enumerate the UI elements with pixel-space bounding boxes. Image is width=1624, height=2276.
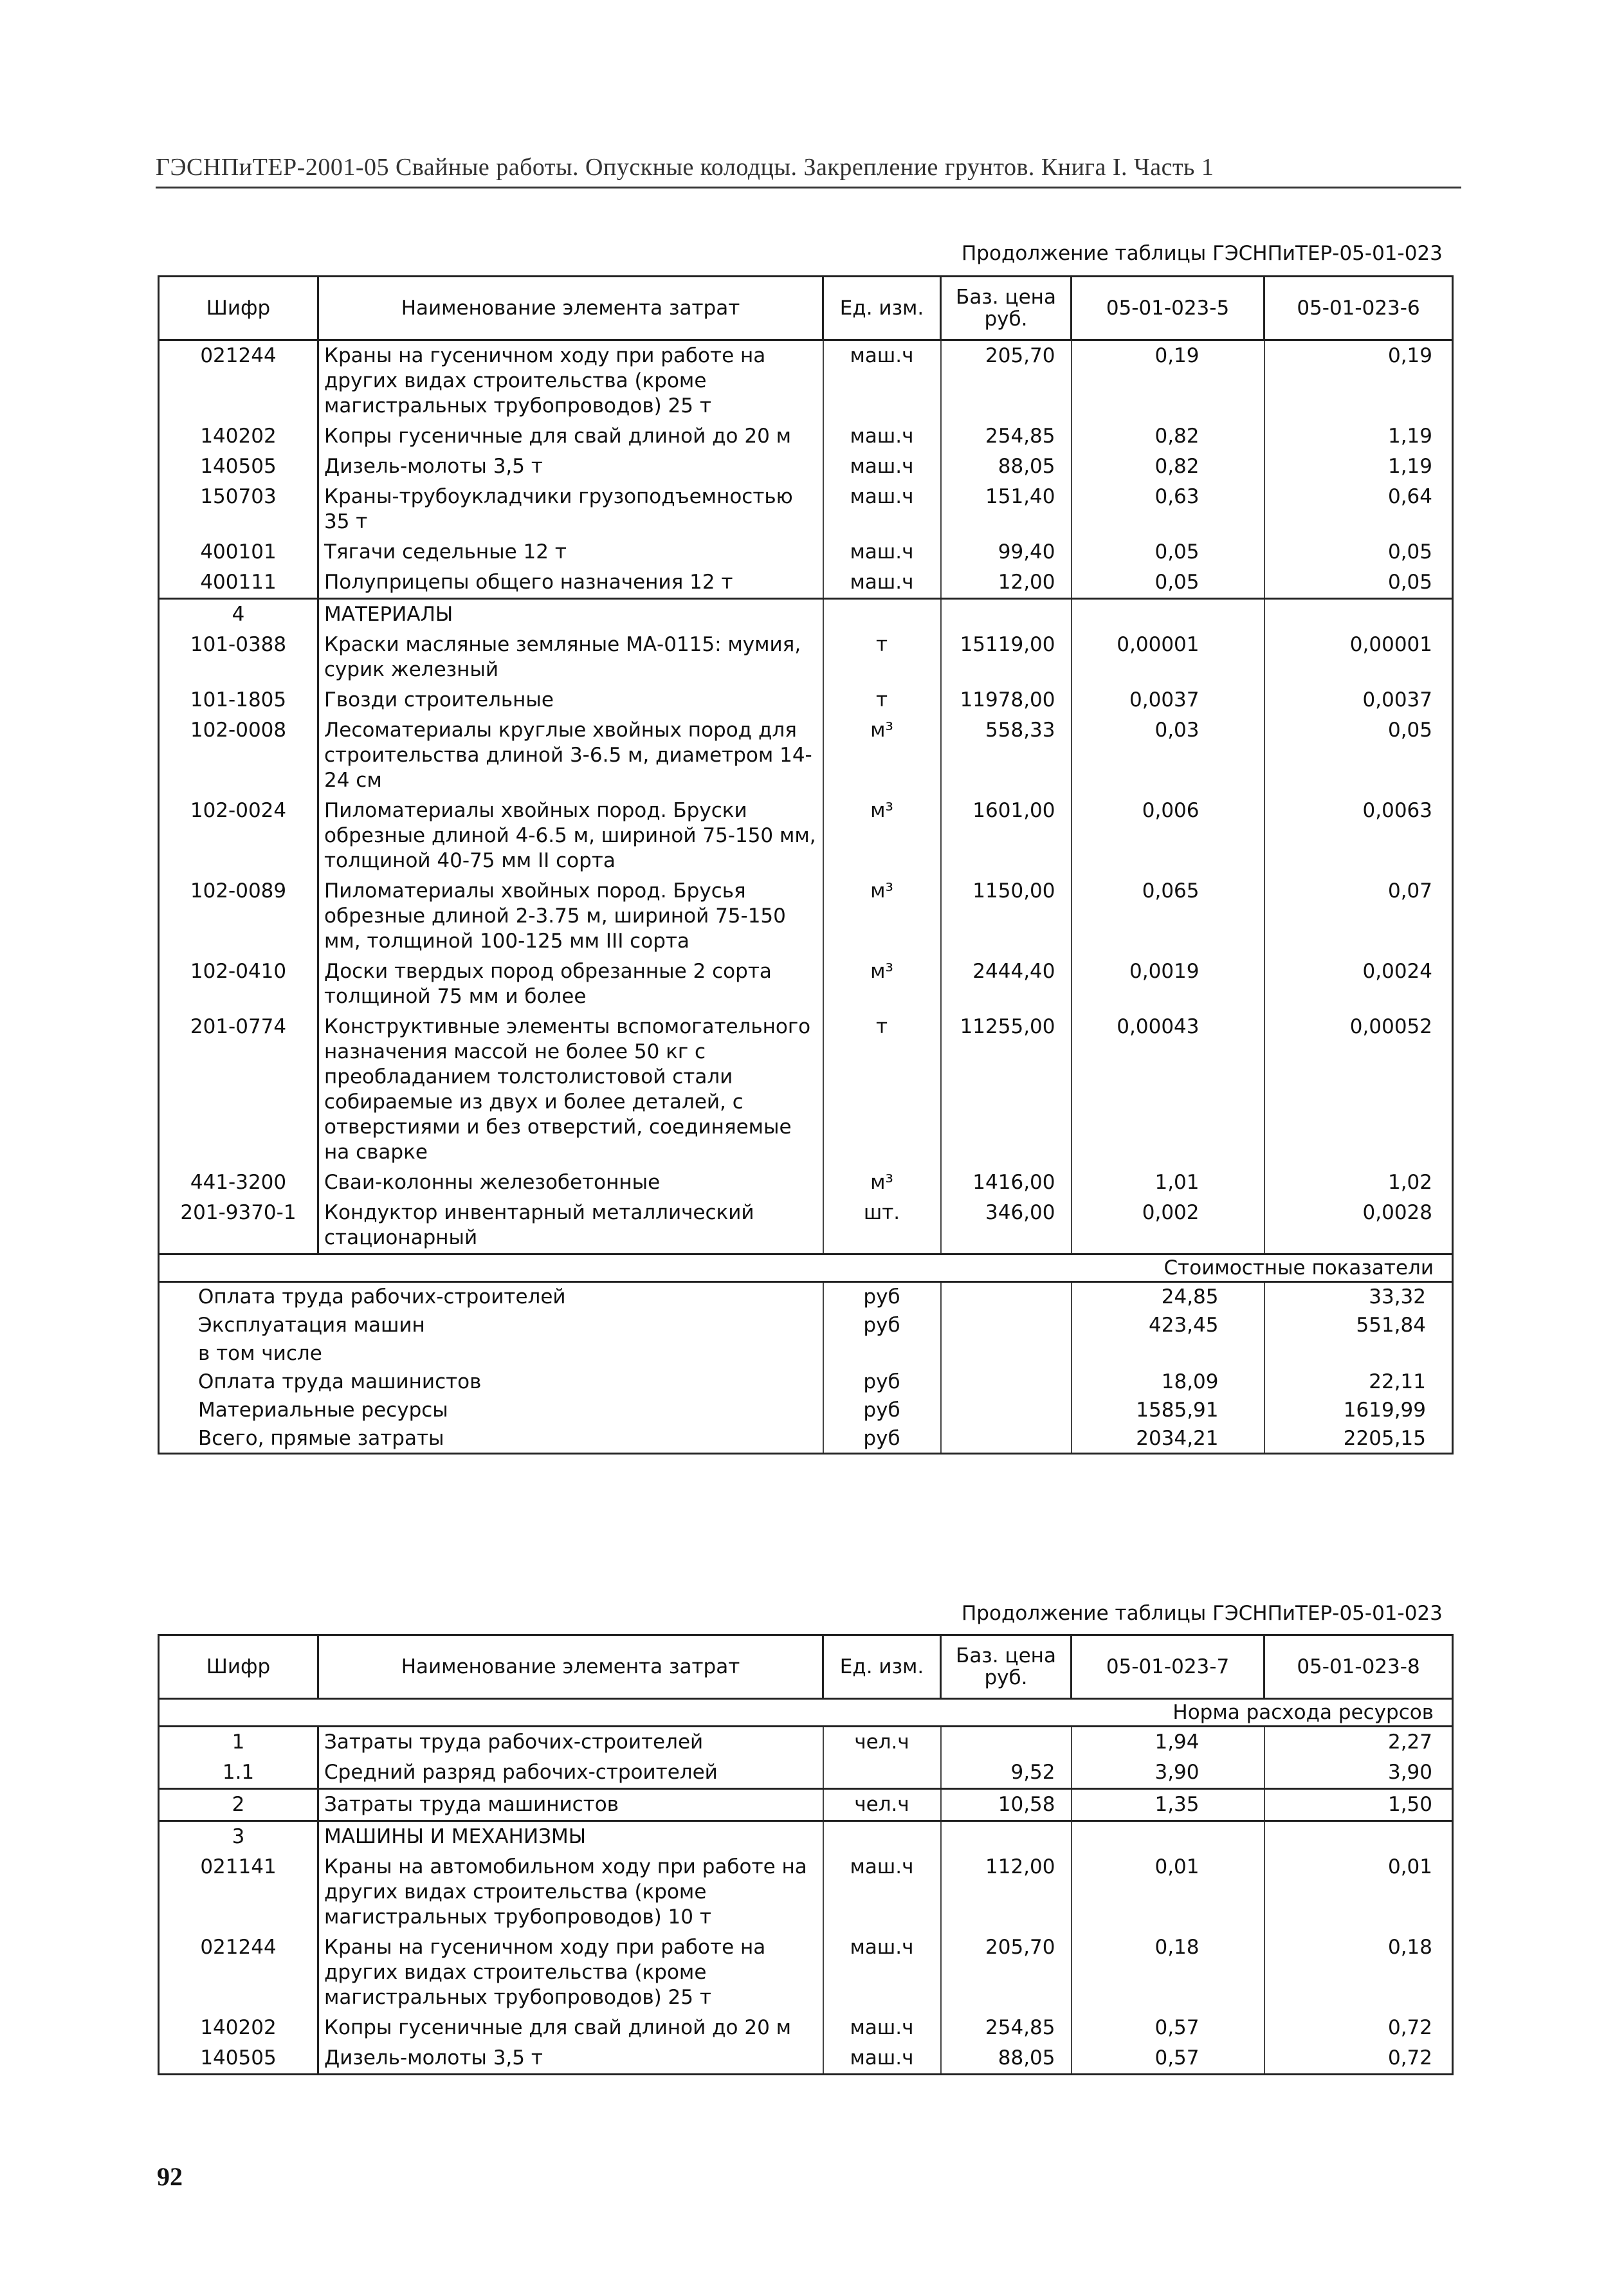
row-value-1 (1072, 1821, 1264, 1853)
header-code: Шифр (159, 277, 318, 340)
table-row (159, 957, 1453, 1012)
row-code: 021244 (159, 340, 318, 422)
row-value-1: 1,94 (1072, 1727, 1264, 1758)
summary-value-1: 24,85 (1072, 1282, 1264, 1312)
row-unit: т (823, 685, 941, 715)
table-row (159, 482, 1453, 537)
row-unit: маш.ч (823, 537, 941, 567)
section-title: МАТЕРИАЛЫ (318, 599, 823, 630)
row-value-2: 1,02 (1264, 1168, 1453, 1198)
summary-blank (941, 1424, 1072, 1454)
header-name: Наименование элемента затрат (318, 277, 823, 340)
summary-row (159, 1424, 1453, 1454)
row-name: Пиломатериалы хвойных пород. Брусья обрезные длиной 2-3.75 м, шириной 75-150 мм, толщиной 100-125 мм III сорта (318, 876, 823, 957)
row-name: Доски твердых пород обрезанные 2 сорта толщиной 75 мм и более (318, 957, 823, 1012)
row-value-1: 0,05 (1072, 537, 1264, 567)
summary-label: Эксплуатация машин (159, 1311, 823, 1339)
row-name: Гвозди строительные (318, 685, 823, 715)
row-unit: м³ (823, 876, 941, 957)
row-price: 346,00 (941, 1198, 1072, 1254)
summary-unit: руб (823, 1311, 941, 1339)
row-value-2: 0,05 (1264, 715, 1453, 796)
row-price: 11255,00 (941, 1012, 1072, 1168)
row-code: 201-9370-1 (159, 1198, 318, 1254)
table-row (159, 567, 1453, 599)
row-code: 102-0024 (159, 796, 318, 876)
summary-label: Всего, прямые затраты (159, 1424, 823, 1454)
row-name: Дизель-молоты 3,5 т (318, 452, 823, 482)
row-value-2: 0,0028 (1264, 1198, 1453, 1254)
row-price: 99,40 (941, 537, 1072, 567)
row-value-2: 0,05 (1264, 537, 1453, 567)
summary-unit: руб (823, 1282, 941, 1312)
row-value-2: 0,00052 (1264, 1012, 1453, 1168)
row-code: 140202 (159, 421, 318, 452)
band-label-text: Стоимостные показатели (1163, 1256, 1434, 1280)
summary-unit: руб (823, 1368, 941, 1396)
row-value-1: 0,57 (1072, 2043, 1264, 2075)
header-col1: 05-01-023-7 (1072, 1635, 1264, 1699)
row-value-2: 1,19 (1264, 452, 1453, 482)
row-unit: маш.ч (823, 1852, 941, 1932)
row-price: 558,33 (941, 715, 1072, 796)
summary-value-1: 423,45 (1072, 1311, 1264, 1339)
resource-table-2 (158, 1634, 1454, 2075)
row-name: Пиломатериалы хвойных пород. Бруски обрезные длиной 4-6.5 м, шириной 75-150 мм, толщиной 40-75 мм II сорта (318, 796, 823, 876)
row-unit: маш.ч (823, 340, 941, 422)
table1-body (159, 340, 1453, 1254)
row-value-2: 0,72 (1264, 2013, 1453, 2043)
row-price: 10,58 (941, 1789, 1072, 1821)
row-unit (823, 1757, 941, 1789)
section-row (159, 599, 1453, 630)
header-unit: Ед. изм. (823, 277, 941, 340)
header-name: Наименование элемента затрат (318, 1635, 823, 1699)
table-row (159, 1789, 1453, 1821)
row-value-1: 0,0037 (1072, 685, 1264, 715)
row-value-2: 3,90 (1264, 1757, 1453, 1789)
table-row (159, 421, 1453, 452)
table1-summary (159, 1254, 1453, 1454)
row-price: 205,70 (941, 1932, 1072, 2013)
row-code: 140202 (159, 2013, 318, 2043)
row-value-1 (1072, 599, 1264, 630)
table-row (159, 1727, 1453, 1758)
row-price: 11978,00 (941, 685, 1072, 715)
row-value-1: 0,82 (1072, 421, 1264, 452)
row-value-2: 0,64 (1264, 482, 1453, 537)
row-name: Сваи-колонны железобетонные (318, 1168, 823, 1198)
row-code: 441-3200 (159, 1168, 318, 1198)
row-value-1: 0,065 (1072, 876, 1264, 957)
row-value-1: 0,19 (1072, 340, 1264, 422)
summary-value-1: 18,09 (1072, 1368, 1264, 1396)
summary-label: Оплата труда машинистов (159, 1368, 823, 1396)
summary-blank (941, 1339, 1072, 1368)
row-name: Краны на автомобильном ходу при работе на других видах строительства (кроме магистральных трубопроводов) 10 т (318, 1852, 823, 1932)
row-value-2: 0,05 (1264, 567, 1453, 599)
row-value-1: 0,03 (1072, 715, 1264, 796)
row-unit: маш.ч (823, 2013, 941, 2043)
header-unit: Ед. изм. (823, 1635, 941, 1699)
table-row (159, 1012, 1453, 1168)
summary-blank (941, 1396, 1072, 1424)
row-price (941, 599, 1072, 630)
row-name: Тягачи седельные 12 т (318, 537, 823, 567)
row-value-2 (1264, 599, 1453, 630)
row-value-1: 0,18 (1072, 1932, 1264, 2013)
table-row (159, 876, 1453, 957)
row-unit: м³ (823, 715, 941, 796)
band-label-text: Норма расхода ресурсов (1172, 1701, 1434, 1724)
row-price: 205,70 (941, 340, 1072, 422)
resource-table-1 (158, 275, 1454, 1455)
row-value-1: 0,57 (1072, 2013, 1264, 2043)
row-value-2 (1264, 1821, 1453, 1853)
table-row (159, 685, 1453, 715)
summary-value-2 (1264, 1339, 1453, 1368)
page-header-title: ГЭСНПиТЕР-2001-05 Свайные работы. Опускные колодцы. Закрепление грунтов. Книга I. Часть 1 (156, 154, 1214, 181)
row-code: 3 (159, 1821, 318, 1853)
row-value-1: 0,00043 (1072, 1012, 1264, 1168)
row-unit (823, 1821, 941, 1853)
row-value-2: 1,19 (1264, 421, 1453, 452)
header-col2: 05-01-023-8 (1264, 1635, 1453, 1699)
row-unit: маш.ч (823, 452, 941, 482)
row-unit: т (823, 1012, 941, 1168)
row-code: 201-0774 (159, 1012, 318, 1168)
row-name: Лесоматериалы круглые хвойных пород для строительства длиной 3-6.5 м, диаметром 14-24 см (318, 715, 823, 796)
cost-indicators-band (159, 1254, 1453, 1282)
row-unit (823, 599, 941, 630)
row-code: 101-1805 (159, 685, 318, 715)
table-row (159, 537, 1453, 567)
summary-value-1 (1072, 1339, 1264, 1368)
header-col2: 05-01-023-6 (1264, 277, 1453, 340)
summary-blank (941, 1311, 1072, 1339)
summary-value-1: 2034,21 (1072, 1424, 1264, 1454)
row-code: 140505 (159, 452, 318, 482)
row-price: 9,52 (941, 1757, 1072, 1789)
row-unit: маш.ч (823, 567, 941, 599)
band-label (159, 1699, 1453, 1727)
summary-row (159, 1339, 1453, 1368)
table2-body (159, 1727, 1453, 2075)
row-value-1: 0,01 (1072, 1852, 1264, 1932)
row-name: Затраты труда рабочих-строителей (318, 1727, 823, 1758)
summary-label: Оплата труда рабочих-строителей (159, 1282, 823, 1312)
row-name: Дизель-молоты 3,5 т (318, 2043, 823, 2075)
row-unit: шт. (823, 1198, 941, 1254)
table-row (159, 452, 1453, 482)
row-price (941, 1821, 1072, 1853)
table-row (159, 1852, 1453, 1932)
row-value-1: 0,63 (1072, 482, 1264, 537)
row-price: 1601,00 (941, 796, 1072, 876)
row-unit: м³ (823, 796, 941, 876)
row-code: 1.1 (159, 1757, 318, 1789)
row-code: 102-0008 (159, 715, 318, 796)
table-row (159, 1932, 1453, 2013)
header-code: Шифр (159, 1635, 318, 1699)
row-unit: м³ (823, 1168, 941, 1198)
table-row (159, 630, 1453, 685)
row-name: Краны на гусеничном ходу при работе на других видах строительства (кроме магистральных трубопроводов) 25 т (318, 1932, 823, 2013)
row-name: Копры гусеничные для свай длиной до 20 м (318, 421, 823, 452)
summary-row (159, 1311, 1453, 1339)
row-unit: маш.ч (823, 482, 941, 537)
table2-caption: Продолжение таблицы ГЭСНПиТЕР-05-01-023 (962, 1602, 1443, 1625)
row-value-2: 0,00001 (1264, 630, 1453, 685)
row-value-1: 1,35 (1072, 1789, 1264, 1821)
summary-unit (823, 1339, 941, 1368)
row-value-1: 0,006 (1072, 796, 1264, 876)
section-title: МАШИНЫ И МЕХАНИЗМЫ (318, 1821, 823, 1853)
row-code: 150703 (159, 482, 318, 537)
row-name: Затраты труда машинистов (318, 1789, 823, 1821)
table1-caption: Продолжение таблицы ГЭСНПиТЕР-05-01-023 (962, 242, 1443, 265)
summary-value-2: 22,11 (1264, 1368, 1453, 1396)
row-value-1: 0,00001 (1072, 630, 1264, 685)
row-unit: маш.ч (823, 2043, 941, 2075)
row-name: Краски масляные земляные МА-0115: мумия, сурик железный (318, 630, 823, 685)
table-row (159, 2013, 1453, 2043)
row-price: 88,05 (941, 452, 1072, 482)
band-label (159, 1254, 1453, 1282)
summary-value-2: 2205,15 (1264, 1424, 1453, 1454)
row-price: 254,85 (941, 2013, 1072, 2043)
row-name: Средний разряд рабочих-строителей (318, 1757, 823, 1789)
table-row (159, 1757, 1453, 1789)
header-col1: 05-01-023-5 (1072, 277, 1264, 340)
row-price: 88,05 (941, 2043, 1072, 2075)
row-code: 021244 (159, 1932, 318, 2013)
summary-row (159, 1368, 1453, 1396)
row-code: 102-0089 (159, 876, 318, 957)
row-value-1: 0,05 (1072, 567, 1264, 599)
row-value-1: 0,002 (1072, 1198, 1264, 1254)
row-price: 254,85 (941, 421, 1072, 452)
header-price: Баз. цена руб. (941, 1635, 1072, 1699)
summary-blank (941, 1282, 1072, 1312)
row-value-2: 0,01 (1264, 1852, 1453, 1932)
row-code: 400111 (159, 567, 318, 599)
row-price: 1416,00 (941, 1168, 1072, 1198)
row-unit: т (823, 630, 941, 685)
summary-blank (941, 1368, 1072, 1396)
row-price: 151,40 (941, 482, 1072, 537)
row-code: 021141 (159, 1852, 318, 1932)
row-value-2: 0,18 (1264, 1932, 1453, 2013)
table-row (159, 715, 1453, 796)
row-code: 102-0410 (159, 957, 318, 1012)
row-name: Краны-трубоукладчики грузоподъемностью 35 т (318, 482, 823, 537)
row-name: Полуприцепы общего назначения 12 т (318, 567, 823, 599)
summary-value-2: 1619,99 (1264, 1396, 1453, 1424)
table-row (159, 2043, 1453, 2075)
section-row (159, 1821, 1453, 1853)
row-value-2: 0,72 (1264, 2043, 1453, 2075)
summary-value-2: 551,84 (1264, 1311, 1453, 1339)
row-code: 140505 (159, 2043, 318, 2075)
row-unit: маш.ч (823, 421, 941, 452)
row-code: 1 (159, 1727, 318, 1758)
row-price (941, 1727, 1072, 1758)
row-value-1: 0,0019 (1072, 957, 1264, 1012)
summary-label: в том числе (159, 1339, 823, 1368)
table-row (159, 340, 1453, 422)
row-value-1: 0,82 (1072, 452, 1264, 482)
row-code: 2 (159, 1789, 318, 1821)
row-value-2: 0,0037 (1264, 685, 1453, 715)
row-unit: маш.ч (823, 1932, 941, 2013)
row-value-2: 0,0063 (1264, 796, 1453, 876)
summary-unit: руб (823, 1396, 941, 1424)
summary-row (159, 1282, 1453, 1312)
summary-label: Материальные ресурсы (159, 1396, 823, 1424)
row-code: 101-0388 (159, 630, 318, 685)
row-price: 1150,00 (941, 876, 1072, 957)
row-name: Краны на гусеничном ходу при работе на других видах строительства (кроме магистральных трубопроводов) 25 т (318, 340, 823, 422)
row-code: 400101 (159, 537, 318, 567)
row-value-2: 2,27 (1264, 1727, 1453, 1758)
summary-unit: руб (823, 1424, 941, 1454)
row-unit: чел.ч (823, 1789, 941, 1821)
row-value-2: 1,50 (1264, 1789, 1453, 1821)
row-unit: чел.ч (823, 1727, 941, 1758)
row-value-2: 0,07 (1264, 876, 1453, 957)
row-name: Конструктивные элементы вспомогательного назначения массой не более 50 кг с преобладанием толстолистовой стали собираемые из двух и более деталей, с отверстиями и без отверстий, соединяемые на сварке (318, 1012, 823, 1168)
row-value-2: 0,19 (1264, 340, 1453, 422)
row-value-1: 3,90 (1072, 1757, 1264, 1789)
summary-row (159, 1396, 1453, 1424)
table-row (159, 796, 1453, 876)
row-value-1: 1,01 (1072, 1168, 1264, 1198)
row-price: 12,00 (941, 567, 1072, 599)
row-value-2: 0,0024 (1264, 957, 1453, 1012)
page-number: 92 (157, 2162, 183, 2191)
row-code: 4 (159, 599, 318, 630)
norm-band (159, 1699, 1453, 1727)
header-price: Баз. цена руб. (941, 277, 1072, 340)
summary-value-1: 1585,91 (1072, 1396, 1264, 1424)
header-rule (156, 187, 1461, 188)
row-price: 112,00 (941, 1852, 1072, 1932)
row-name: Копры гусеничные для свай длиной до 20 м (318, 2013, 823, 2043)
table-row (159, 1198, 1453, 1254)
row-name: Кондуктор инвентарный металлический стационарный (318, 1198, 823, 1254)
row-unit: м³ (823, 957, 941, 1012)
table-row (159, 1168, 1453, 1198)
row-price: 2444,40 (941, 957, 1072, 1012)
summary-value-2: 33,32 (1264, 1282, 1453, 1312)
row-price: 15119,00 (941, 630, 1072, 685)
